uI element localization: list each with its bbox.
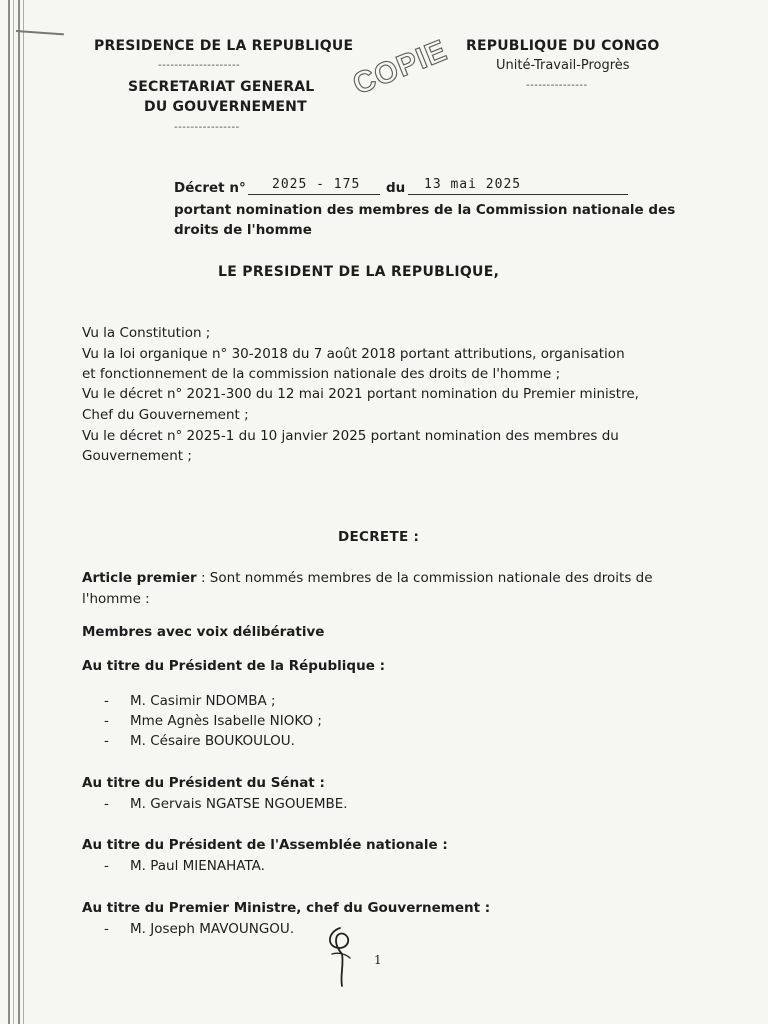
header-secretariat: SECRETARIAT GENERAL <box>128 79 315 95</box>
copie-stamp-graphic <box>344 31 457 103</box>
vu-line-6: Vu le décret n° 2025-1 du 10 janvier 2025 portant nomination des membres du <box>82 428 619 444</box>
decree-label: Décret n° <box>174 180 246 196</box>
header-republique: REPUBLIQUE DU CONGO <box>466 38 660 54</box>
vu-line-2: Vu la loi organique n° 30-2018 du 7 août 2018 portant attributions, organisation <box>82 346 625 362</box>
section-title-premier-ministre: Au titre du Premier Ministre, chef du Gouvernement : <box>82 900 491 916</box>
header-motto: Unité-Travail-Progrès <box>496 58 630 73</box>
copie-stamp <box>344 31 457 103</box>
article-text-1: : Sont nommés membres de la commission nationale des droits de <box>196 570 653 586</box>
decree-title-line-1: portant nomination des membres de la Commission nationale des <box>174 202 676 218</box>
header-left-dashes-1: -------------------- <box>158 60 241 71</box>
article-text-2: l'homme : <box>82 591 150 607</box>
decrete-heading: DECRETE : <box>338 529 420 545</box>
decree-date-field <box>408 176 628 195</box>
article-label: Article premier <box>82 570 197 586</box>
list-item: - M. Joseph MAVOUNGOU. <box>104 921 295 937</box>
members-heading: Membres avec voix délibérative <box>82 624 325 640</box>
section-title-assemblee: Au titre du Président de l'Assemblée nationale : <box>82 837 448 853</box>
header-right-dashes: --------------- <box>526 80 588 91</box>
vu-line-7: Gouvernement ; <box>82 448 192 464</box>
header-gouvernement: DU GOUVERNEMENT <box>144 99 307 115</box>
decree-number: 2025 - 175 <box>272 177 361 192</box>
decree-number-field <box>248 176 380 195</box>
section-title-senat: Au titre du Président du Sénat : <box>82 775 325 791</box>
article-premier <box>82 570 653 586</box>
vu-line-5: Chef du Gouvernement ; <box>82 407 249 423</box>
list-item: - M. Paul MIENAHATA. <box>104 858 265 874</box>
header-left-dashes-2: ---------------- <box>174 122 240 133</box>
list-item: - M. Gervais NGATSE NGOUEMBE. <box>104 796 348 812</box>
paraph-signature <box>318 924 366 990</box>
list-item: - Mme Agnès Isabelle NIOKO ; <box>104 713 322 729</box>
decree-du-label: du <box>386 180 406 196</box>
copie-stamp-text: COPIE <box>348 33 452 102</box>
vu-line-1: Vu la Constitution ; <box>82 325 211 341</box>
decree-date: 13 mai 2025 <box>424 177 522 192</box>
page-number: 1 <box>374 953 382 967</box>
list-item: - M. Césaire BOUKOULOU. <box>104 733 295 749</box>
president-heading: LE PRESIDENT DE LA REPUBLIQUE, <box>218 264 500 280</box>
list-item: - M. Casimir NDOMBA ; <box>104 693 276 709</box>
decree-title-line-2: droits de l'homme <box>174 222 312 238</box>
vu-line-3: et fonctionnement de la commission nationale des droits de l'homme ; <box>82 366 561 382</box>
vu-line-4: Vu le décret n° 2021-300 du 12 mai 2021 portant nomination du Premier ministre, <box>82 386 639 402</box>
page-binding <box>0 0 28 1024</box>
section-title-president: Au titre du Président de la République : <box>82 658 385 674</box>
header-presidence: PRESIDENCE DE LA REPUBLIQUE <box>94 38 354 54</box>
